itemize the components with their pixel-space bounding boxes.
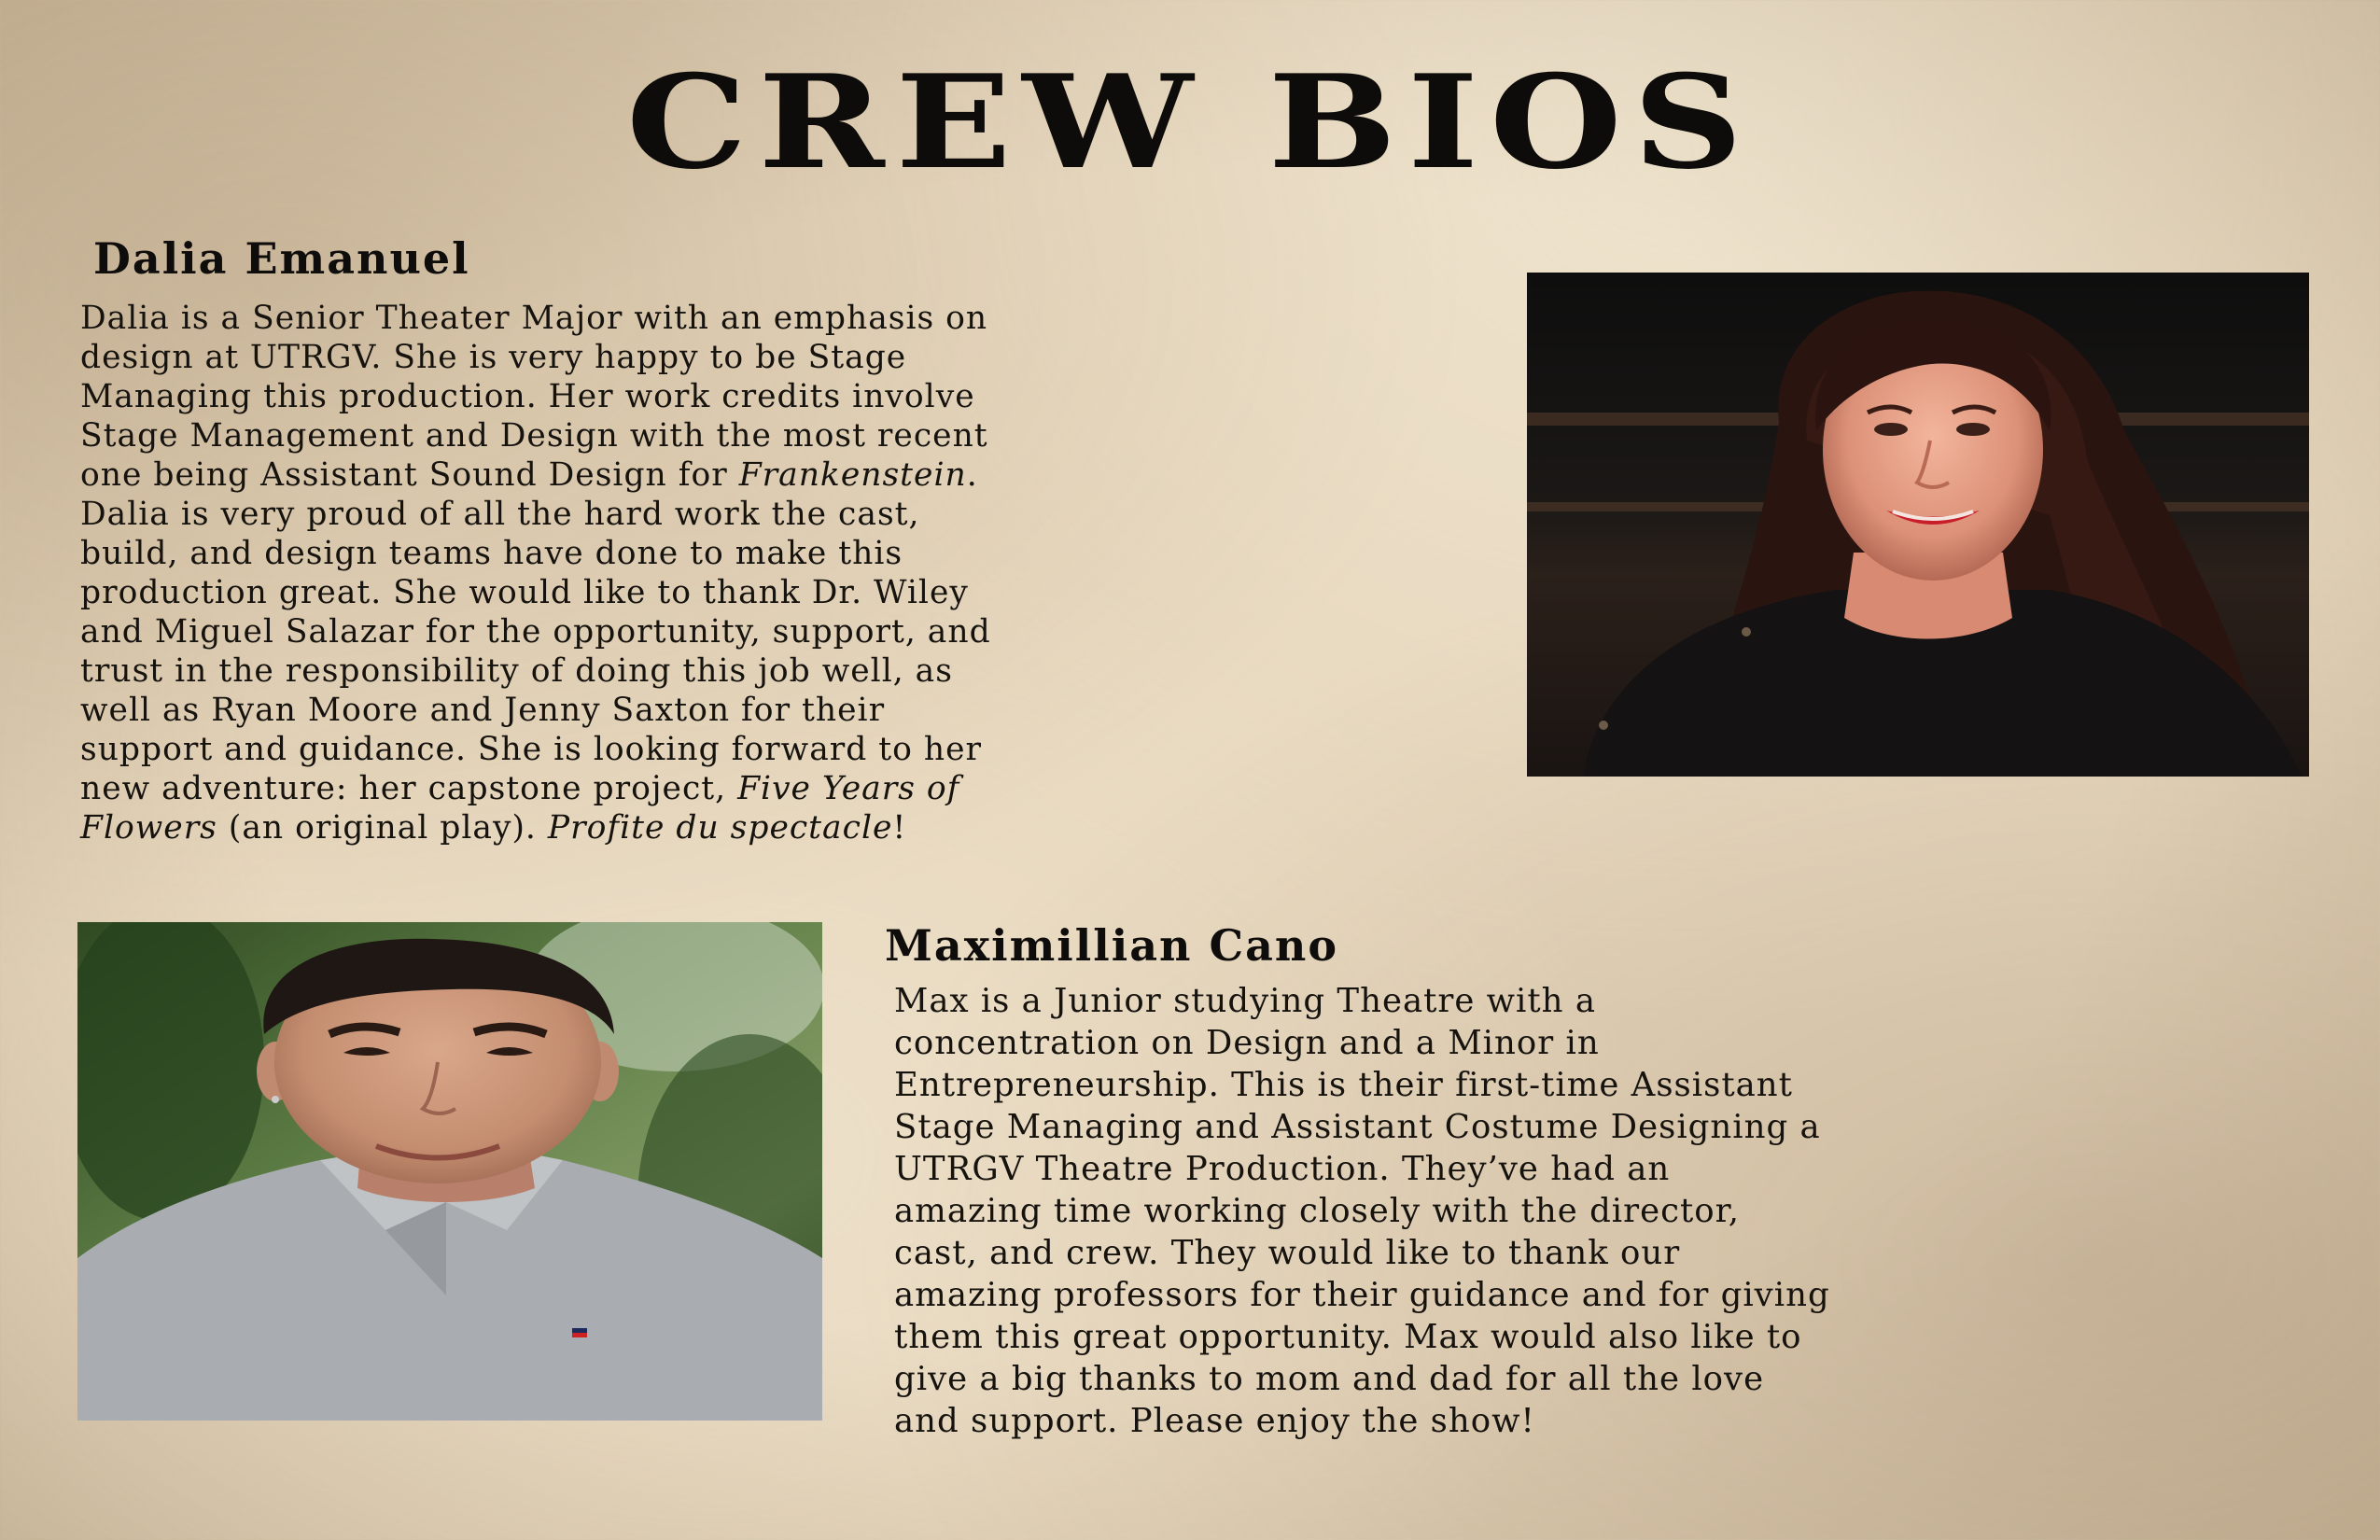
bio-text: . bbox=[966, 456, 978, 494]
bio-text: amazing time working closely with the director, bbox=[894, 1192, 1741, 1230]
bio-text: give a big thanks to mom and dad for all the love bbox=[894, 1360, 1765, 1398]
bio-text: design at UTRGV. She is very happy to be Stage bbox=[80, 339, 907, 376]
bio-text: Stage Management and Design with the most recent bbox=[80, 417, 988, 455]
crew-bio-dalia bbox=[80, 299, 991, 847]
page-title: CREW BIOS bbox=[625, 46, 1755, 198]
crew-photo-max bbox=[77, 922, 822, 1421]
bio-text: Stage Managing and Assistant Costume Designing a bbox=[894, 1108, 1821, 1146]
bio-line bbox=[894, 1316, 1830, 1358]
bio-text: trust in the responsibility of doing this job well, as bbox=[80, 652, 953, 690]
bio-text: support and guidance. She is looking forward to her bbox=[80, 731, 983, 768]
bio-text: (an original play). bbox=[217, 809, 548, 847]
crew-bio-max bbox=[894, 980, 1830, 1442]
bio-line bbox=[80, 808, 991, 847]
bio-text: Entrepreneurship. This is their first-time Assistant bbox=[894, 1066, 1793, 1104]
bio-text: build, and design teams have done to make this bbox=[80, 535, 903, 572]
crew-photo-dalia bbox=[1527, 273, 2309, 777]
bio-line bbox=[894, 1274, 1830, 1316]
bio-line bbox=[894, 1190, 1830, 1232]
bio-line bbox=[80, 495, 991, 534]
bio-text: them this great opportunity. Max would also like to bbox=[894, 1318, 1802, 1356]
bio-line bbox=[80, 651, 991, 691]
bio-text: production great. She would like to thank Dr. Wiley bbox=[80, 574, 969, 611]
bio-line bbox=[894, 1064, 1830, 1106]
bio-text: well as Ryan Moore and Jenny Saxton for their bbox=[80, 692, 886, 729]
bio-line bbox=[80, 299, 991, 338]
bio-text: Dalia is a Senior Theater Major with an emphasis on bbox=[80, 300, 988, 337]
bio-italic-title: Five Years of bbox=[737, 770, 960, 807]
bio-text: UTRGV Theatre Production. They’ve had an bbox=[894, 1150, 1671, 1188]
bio-line bbox=[80, 455, 991, 495]
bio-italic-title: Frankenstein bbox=[738, 456, 967, 494]
bio-italic-title: Flowers bbox=[80, 809, 217, 847]
bio-line bbox=[80, 769, 991, 808]
bio-line bbox=[894, 1148, 1830, 1190]
bio-line bbox=[894, 980, 1830, 1022]
bio-line bbox=[894, 1106, 1830, 1148]
bio-text: and Miguel Salazar for the opportunity, support, and bbox=[80, 613, 991, 651]
bio-line bbox=[894, 1232, 1830, 1274]
bio-line bbox=[80, 730, 991, 769]
bio-line bbox=[80, 377, 991, 416]
bio-text: Max is a Junior studying Theatre with a bbox=[894, 982, 1596, 1020]
bio-text: Dalia is very proud of all the hard work the cast, bbox=[80, 496, 920, 533]
bio-text: concentration on Design and a Minor in bbox=[894, 1024, 1600, 1062]
portrait-max-image bbox=[77, 922, 822, 1421]
bio-line bbox=[894, 1400, 1830, 1442]
portrait-dalia-image bbox=[1527, 273, 2309, 777]
crew-name-dalia: Dalia Emanuel bbox=[93, 233, 470, 284]
bio-text: new adventure: her capstone project, bbox=[80, 770, 738, 807]
bio-line bbox=[80, 612, 991, 651]
bio-line bbox=[894, 1358, 1830, 1400]
bio-text: amazing professors for their guidance and for giving bbox=[894, 1276, 1830, 1314]
bio-text: Managing this production. Her work credits involve bbox=[80, 378, 975, 415]
bio-italic-title: Profite du spectacle bbox=[547, 809, 893, 847]
bio-text: one being Assistant Sound Design for bbox=[80, 456, 739, 494]
bio-line bbox=[80, 416, 991, 455]
bio-line bbox=[80, 534, 991, 573]
crew-name-max: Maximillian Cano bbox=[885, 920, 1339, 971]
bio-text: cast, and crew. They would like to thank our bbox=[894, 1234, 1681, 1272]
bio-line bbox=[80, 338, 991, 377]
bio-text: ! bbox=[892, 809, 907, 847]
bio-line bbox=[80, 573, 991, 612]
bio-text: and support. Please enjoy the show! bbox=[894, 1402, 1535, 1440]
bio-line bbox=[894, 1022, 1830, 1064]
bio-line bbox=[80, 691, 991, 730]
